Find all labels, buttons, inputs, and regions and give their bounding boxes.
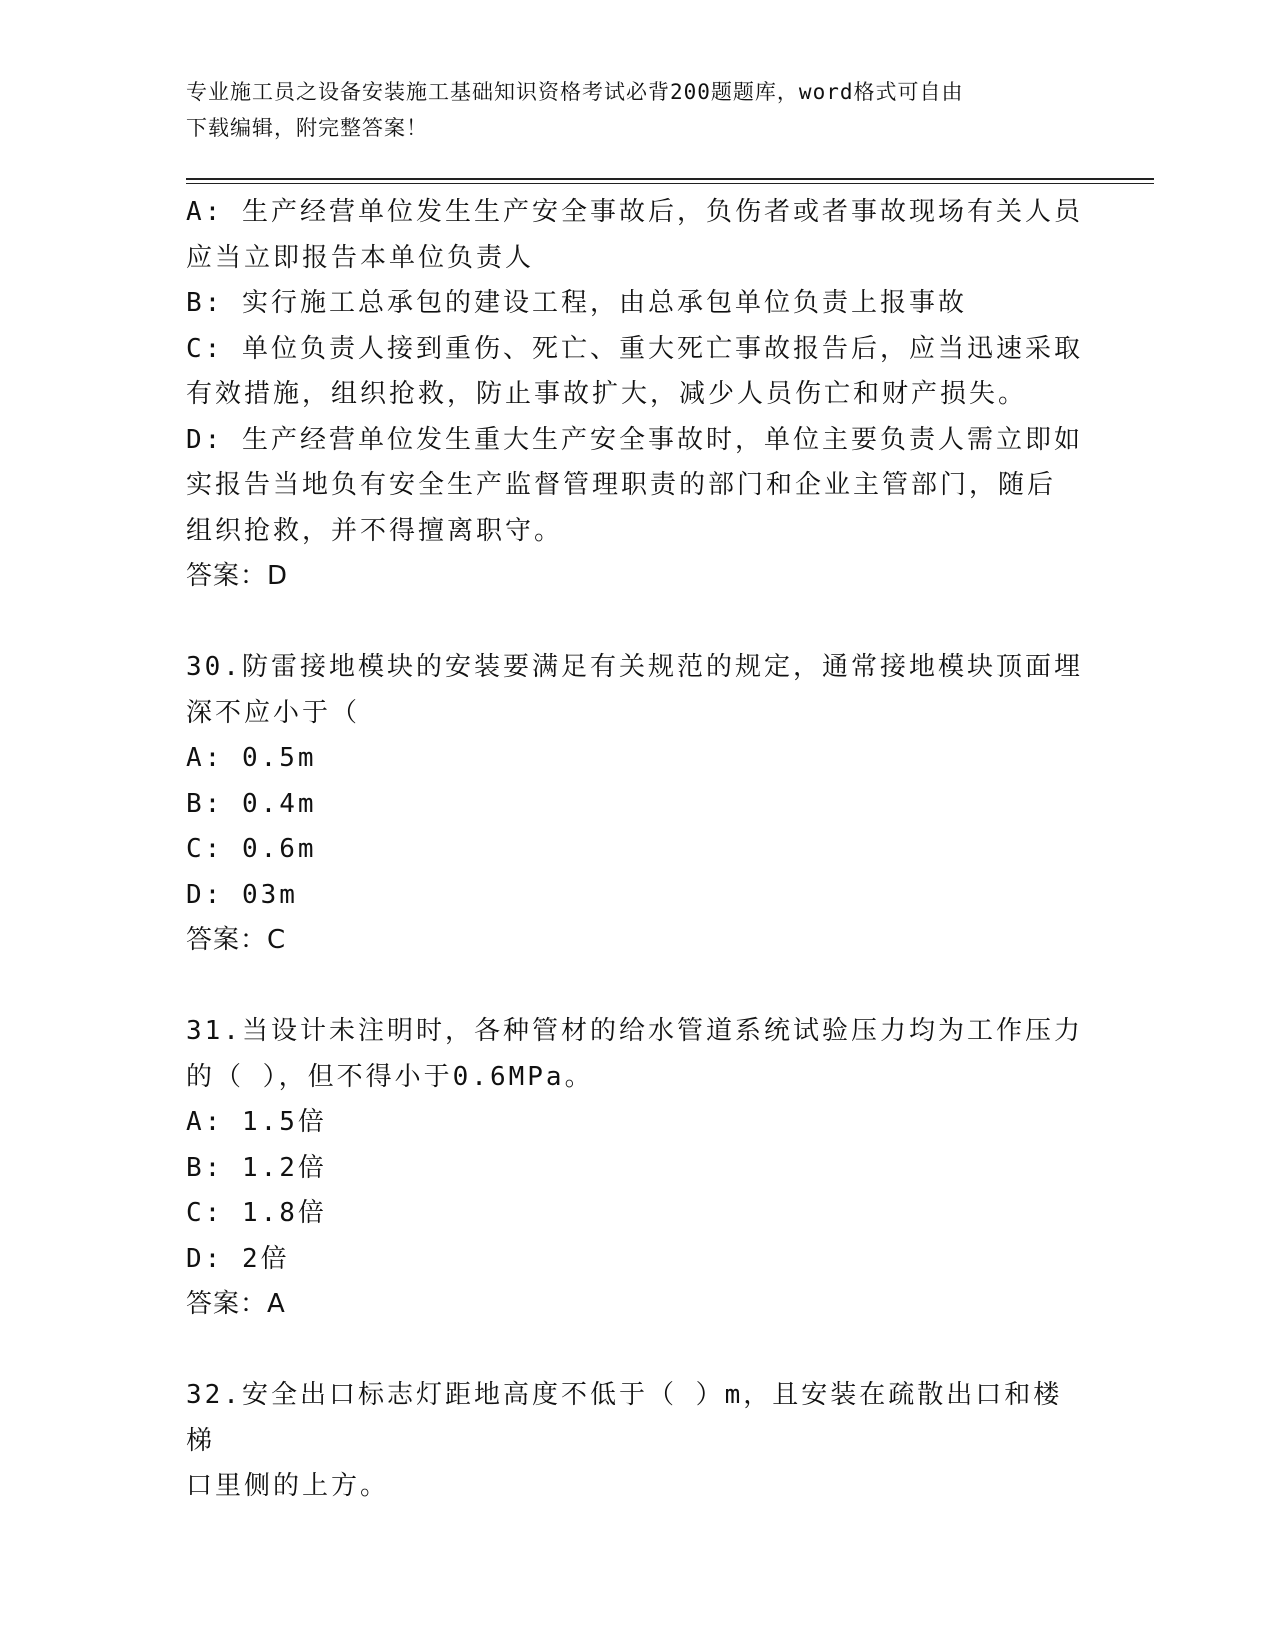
q29-option-a-line-2: 应当立即报告本单位负责人 [186, 242, 535, 273]
q30-question-line-1: 30.防雷接地模块的安装要满足有关规范的规定，通常接地模块顶面埋 [186, 652, 1083, 682]
q30-option-c: C: 0.6m [186, 834, 317, 864]
q31-option-a: A: 1.5倍 [186, 1107, 327, 1137]
q31-option-b: B: 1.2倍 [186, 1152, 327, 1183]
q29-option-d-line-1: D: 生产经营单位发生重大生产安全事故时，单位主要负责人需立即如 [186, 424, 1083, 455]
q31-option-d: D: 2倍 [186, 1243, 290, 1274]
question-31 [186, 1009, 1086, 1328]
q31-answer: 答案：A [186, 1289, 286, 1319]
spacer [186, 1328, 1086, 1374]
question-32 [186, 1373, 1086, 1510]
question-29 [186, 190, 1086, 600]
spacer [186, 600, 1086, 646]
q32-question-line-2: 口里侧的上方。 [186, 1471, 390, 1501]
header-line-2: 下载编辑，附完整答案！ [186, 116, 428, 140]
q30-option-b: B: 0.4m [186, 788, 317, 819]
q31-option-c: C: 1.8倍 [186, 1198, 327, 1228]
header-line-1: 专业施工员之设备安装施工基础知识资格考试必背200题题库，word格式可自由 [186, 80, 964, 104]
spacer [186, 964, 1086, 1010]
q31-question-line-2: 的（ ），但不得小于0.6MPa。 [186, 1061, 594, 1092]
q31-question-line-1: 31.当设计未注明时，各种管材的给水管道系统试验压力均为工作压力 [186, 1016, 1083, 1046]
question-30 [186, 645, 1086, 964]
q30-option-a: A: 0.5m [186, 743, 317, 773]
document-body [186, 190, 1086, 1510]
q29-option-d-line-2: 实报告当地负有安全生产监督管理职责的部门和企业主管部门，随后 [186, 470, 1057, 500]
q29-option-a-line-1: A: 生产经营单位发生生产安全事故后，负伤者或者事故现场有关人员 [186, 197, 1083, 227]
q29-answer: 答案：D [186, 561, 289, 591]
q32-question-line-1: 32.安全出口标志灯距地高度不低于（ ）m，且安装在疏散出口和楼梯 [186, 1380, 1063, 1456]
q30-question-line-2: 深不应小于（ [186, 697, 361, 728]
header-divider-thin [186, 183, 1154, 184]
q29-option-b: B: 实行施工总承包的建设工程，由总承包单位负责上报事故 [186, 288, 967, 318]
q29-option-c-line-2: 有效措施，组织抢救，防止事故扩大，减少人员伤亡和财产损失。 [186, 379, 1028, 409]
q29-option-d-line-3: 组织抢救，并不得擅离职守。 [186, 515, 564, 546]
q30-answer: 答案：C [186, 925, 287, 955]
q29-option-c-line-1: C: 单位负责人接到重伤、死亡、重大死亡事故报告后，应当迅速采取 [186, 333, 1083, 364]
q30-option-d: D: 03m [186, 879, 298, 910]
document-header [186, 74, 1066, 146]
header-divider-thick [186, 178, 1154, 180]
